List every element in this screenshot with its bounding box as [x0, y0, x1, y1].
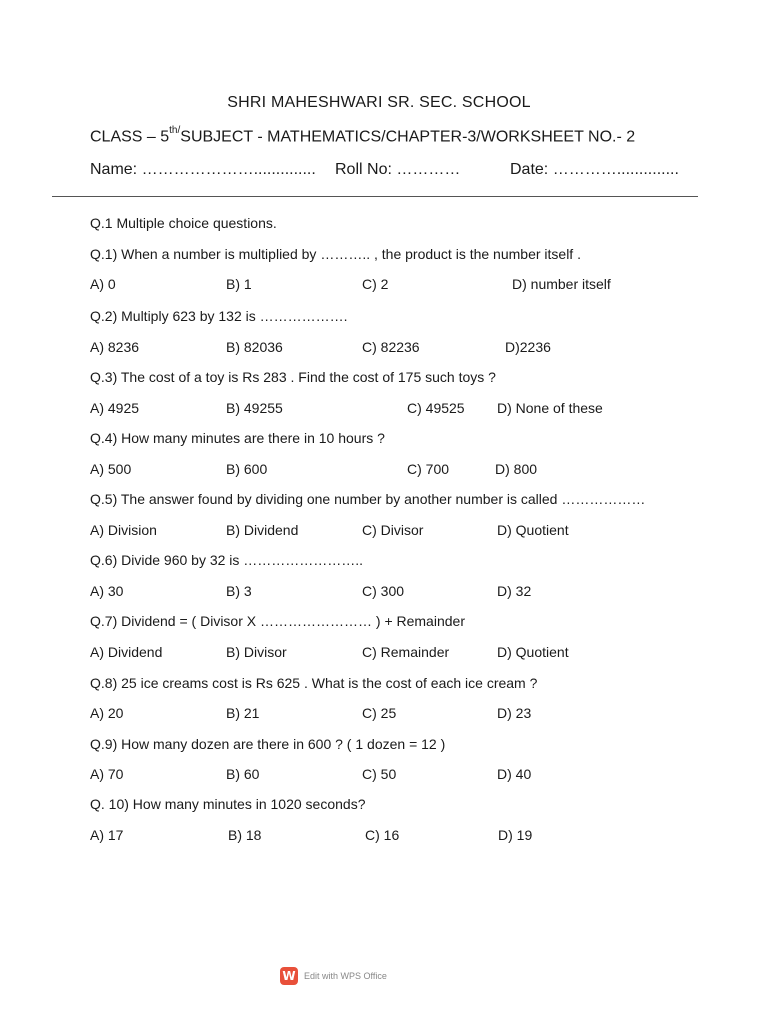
option-b: B) 600 [226, 461, 268, 477]
option-c: C) 2 [362, 276, 389, 292]
name-field: Name: ………………….............. [90, 161, 316, 178]
class-prefix: CLASS – 5 [90, 128, 170, 146]
option-b: B) 49255 [226, 400, 283, 416]
option-a: A) Division [90, 522, 157, 538]
question-1: Q.1) When a number is multiplied by ……….. , the product is the number itself . [90, 246, 581, 262]
option-b: B) 1 [226, 276, 252, 292]
option-a: A) 4925 [90, 400, 140, 416]
question-10-options [0, 827, 768, 847]
option-c: C) Divisor [362, 522, 424, 538]
option-c: C) Remainder [362, 644, 450, 660]
option-d: D) 23 [497, 705, 532, 721]
option-a: A) 500 [90, 461, 132, 477]
question-4: Q.4) How many minutes are there in 10 hours ? [90, 430, 385, 446]
option-a: A) Dividend [90, 644, 163, 660]
wps-office-watermark[interactable] [280, 966, 387, 986]
question-9: Q.9) How many dozen are there in 600 ? ( 1 dozen = 12 ) [90, 736, 446, 752]
option-c: C) 300 [362, 583, 405, 599]
option-c: C) 82236 [362, 339, 420, 355]
question-7: Q.7) Dividend = ( Divisor X …………………… ) + Remainder [90, 613, 465, 629]
option-b: B) Dividend [226, 522, 299, 538]
question-5: Q.5) The answer found by dividing one number by another number is called ……………… [90, 491, 646, 507]
option-c: C) 700 [407, 461, 450, 477]
question-4-options [0, 461, 768, 481]
school-name: SHRI MAHESHWARI SR. SEC. SCHOOL [227, 94, 531, 111]
option-c: C) 50 [362, 766, 397, 782]
option-d: D)2236 [505, 339, 551, 355]
option-b: B) 3 [226, 583, 252, 599]
question-10: Q. 10) How many minutes in 1020 seconds? [90, 796, 366, 812]
question-8-options [0, 705, 768, 725]
option-b: B) 60 [226, 766, 260, 782]
option-b: B) 21 [226, 705, 260, 721]
question-9-options [0, 766, 768, 786]
question-5-options [0, 522, 768, 542]
class-subject-line [90, 127, 635, 146]
option-a: A) 20 [90, 705, 124, 721]
question-6: Q.6) Divide 960 by 32 is …………………….. [90, 552, 364, 568]
roll-no-field: Roll No: ………… [335, 161, 461, 178]
option-d: D) 40 [497, 766, 532, 782]
wps-logo-icon: W [280, 967, 298, 985]
option-a: A) 70 [90, 766, 124, 782]
option-c: C) 16 [365, 827, 400, 843]
class-superscript: th/ [169, 125, 181, 136]
option-c: C) 49525 [407, 400, 465, 416]
question-2: Q.2) Multiply 623 by 132 is ………………. [90, 308, 348, 324]
option-d: D) Quotient [497, 644, 569, 660]
question-6-options [0, 583, 768, 603]
option-d: D) 32 [497, 583, 532, 599]
question-1-options [0, 276, 768, 296]
option-d: D) 800 [495, 461, 538, 477]
question-3-options [0, 400, 768, 420]
option-a: A) 30 [90, 583, 124, 599]
subject-chapter: SUBJECT - MATHEMATICS/CHAPTER-3/WORKSHEET NO.- 2 [180, 128, 636, 146]
option-b: B) Divisor [226, 644, 287, 660]
option-a: A) 17 [90, 827, 124, 843]
option-b: B) 82036 [226, 339, 283, 355]
option-d: D) 19 [498, 827, 533, 843]
wps-edit-text: Edit with WPS Office [304, 971, 387, 981]
question-3: Q.3) The cost of a toy is Rs 283 . Find the cost of 175 such toys ? [90, 369, 496, 385]
option-a: A) 0 [90, 276, 116, 292]
option-a: A) 8236 [90, 339, 140, 355]
option-d: D) Quotient [497, 522, 569, 538]
option-d: D) None of these [497, 400, 603, 416]
question-7-options [0, 644, 768, 664]
question-8: Q.8) 25 ice creams cost is Rs 625 . What is the cost of each ice cream ? [90, 675, 538, 691]
section-title: Q.1 Multiple choice questions. [90, 215, 277, 231]
option-d: D) number itself [512, 276, 611, 292]
header-divider [52, 196, 698, 197]
student-info-line [90, 161, 710, 179]
question-2-options [0, 339, 768, 359]
option-b: B) 18 [228, 827, 262, 843]
date-field: Date: ………….............. [510, 161, 679, 178]
option-c: C) 25 [362, 705, 397, 721]
